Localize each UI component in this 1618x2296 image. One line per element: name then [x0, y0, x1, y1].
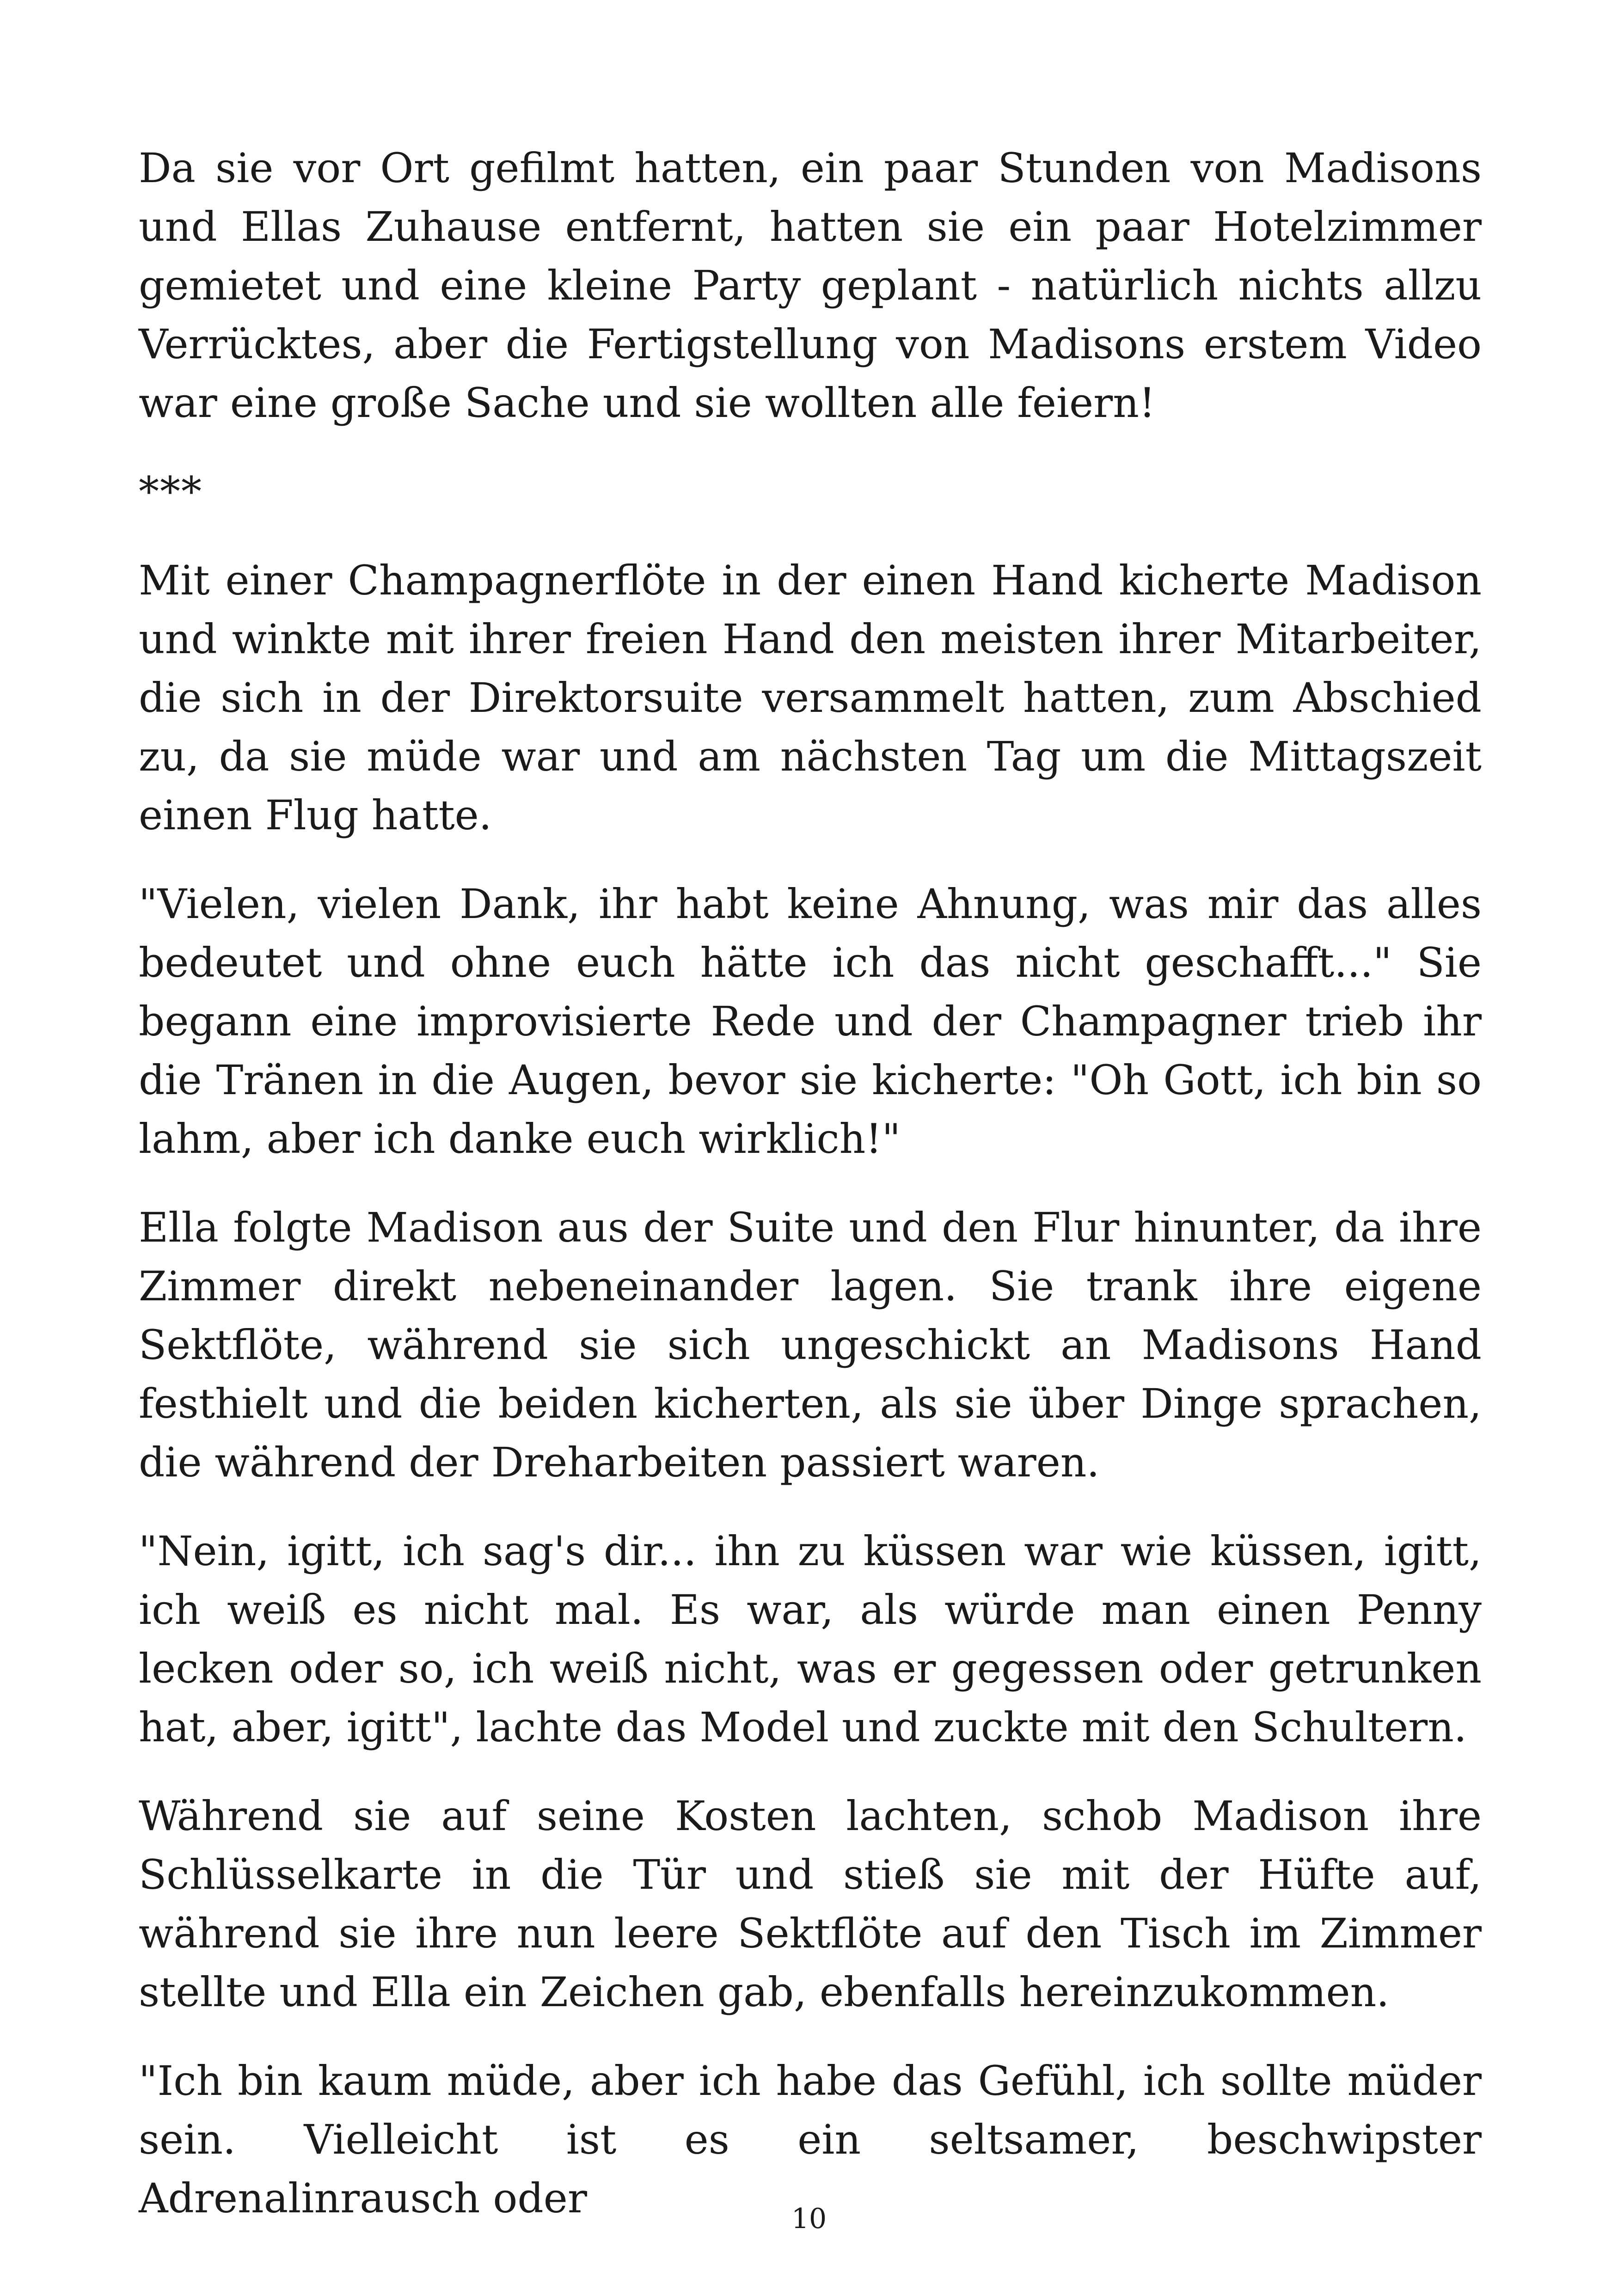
paragraph-2: Mit einer Champagnerflöte in der einen Hand kicherte Madison und winkte mit ihrer freien Hand den meisten ihrer Mitarbeiter, die sich in der Direktorsuite versammelt hatten, zum Abschied zu, da sie müde war und am nächsten Tag um die Mittagszeit einen Flug hatte. — [139, 557, 1482, 839]
scene-separator: *** — [139, 468, 202, 515]
paragraph-4: Ella folgte Madison aus der Suite und den Flur hinunter, da ihre Zimmer direkt nebeneinander lagen. Sie trank ihre eigene Sektflöte, während sie sich ungeschickt an Madisons Hand festhielt und die beiden kicherten, als sie über Dinge sprachen, die während der Dreharbeiten passiert waren. — [139, 1204, 1482, 1486]
page-number: 10 — [791, 2203, 827, 2235]
paragraph-6: Während sie auf seine Kosten lachten, schob Madison ihre Schlüsselkarte in die Tür und stieß sie mit der Hüfte auf, während sie ihre nun leere Sektflöte auf den Tisch im Zimmer stellte und Ella ein Zeichen gab, ebenfalls hereinzukommen. — [139, 1792, 1482, 2016]
paragraph-3: "Vielen, vielen Dank, ihr habt keine Ahnung, was mir das alles bedeutet und ohne euch hätte ich das nicht geschafft..." Sie begann eine improvisierte Rede und der Champagner trieb ihr die Tränen in die Augen, bevor sie kicherte: "Oh Gott, ich bin so lahm, aber ich danke euch wirklich!" — [139, 880, 1482, 1163]
body-text — [139, 139, 1482, 2258]
paragraph-5: "Nein, igitt, ich sag's dir... ihn zu küssen war wie küssen, igitt, ich weiß es nicht mal. Es war, als würde man einen Penny lecken oder so, ich weiß nicht, was er gegessen oder getrunken hat, aber, igitt", lachte das Model und zuckte mit den Schultern. — [139, 1527, 1482, 1751]
paragraph-7: "Ich bin kaum müde, aber ich habe das Gefühl, ich sollte müder sein. Vielleicht ist es ein seltsamer, beschwipster Adrenalinrausch oder — [139, 2057, 1482, 2222]
paragraph-1: Da sie vor Ort gefilmt hatten, ein paar Stunden von Madisons und Ellas Zuhause entfernt, hatten sie ein paar Hotelzimmer gemietet und eine kleine Party geplant - natürlich nichts allzu Verrücktes, aber die Fertigstellung von Madisons erstem Video war eine große Sache und sie wollten alle feiern! — [139, 144, 1482, 427]
